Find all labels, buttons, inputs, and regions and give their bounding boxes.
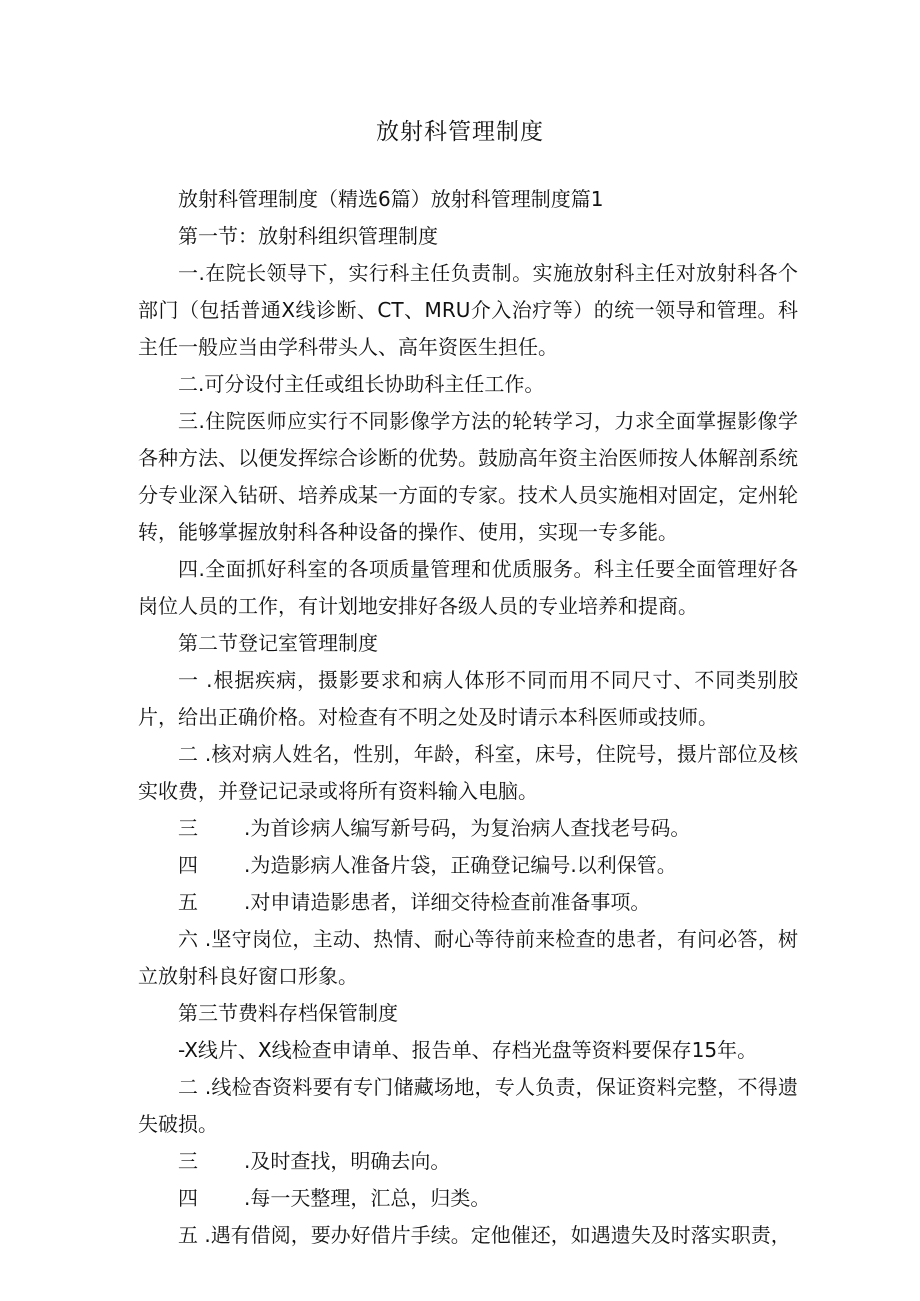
list-item-text: .为造影病人准备片袋，正确登记编号.以利保管。 — [244, 853, 677, 877]
paragraph: 五 .遇有借阅，要办好借片手续。定他催还，如遇遗失及时落实职责， — [178, 1223, 791, 1247]
list-item-number: 五 — [178, 890, 198, 914]
list-item — [138, 884, 798, 921]
document-body — [138, 181, 798, 1254]
paragraph: 一 .根据疾病，摄影要求和病人体形不同而用不同尺寸、不同类别胶片，给出正确价格。对检查有不明之处及时请示本科医师或技师。 — [138, 668, 798, 729]
paragraph: 六 .坚守岗位，主动、热情、耐心等待前来检查的患者，有问必答，树立放射科良好窗口形象。 — [138, 927, 798, 988]
paragraph: 三.住院医师应实行不同影像学方法的轮转学习，力求全面掌握影像学各种方法、以便发挥综合诊断的优势。鼓励高年资主治医师按人体解剖系统分专业深入钻研、培养成某一方面的专家。技术人员实施相对固定，定州轮转，能够掌握放射科各种设备的操作、使用，实现一专多能。 — [138, 409, 798, 544]
list-item — [138, 847, 798, 884]
paragraph: -X线片、X线检查申请单、报告单、存档光盘等资料要保存15年。 — [178, 1038, 758, 1062]
section-heading-3: 第三节费料存档保管制度 — [178, 1001, 398, 1025]
paragraph: 四.全面抓好科室的各项质量管理和优质服务。科主任要全面管理好各岗位人员的工作，有计划地安排好各级人员的专业培养和提商。 — [138, 557, 798, 618]
list-item-text: .每一天整理，汇总，归类。 — [244, 1186, 491, 1210]
list-item-text: .为首诊病人编写新号码，为复治病人查找老号码。 — [244, 816, 691, 840]
paragraph: 一.在院长领导下，实行科主任负责制。实施放射科主任对放射科各个部门（包括普通X线诊断、CT、MRU介入治疗等）的统一领导和管理。科主任一般应当由学科带头人、高年资医生担任。 — [138, 261, 798, 359]
section-heading-2: 第二节登记室管理制度 — [178, 631, 378, 655]
document-title: 放射科管理制度 — [376, 119, 544, 145]
list-item-number: 四 — [178, 853, 198, 877]
list-item — [138, 1180, 798, 1217]
list-item — [138, 810, 798, 847]
list-item-text: .及时查找，明确去向。 — [244, 1149, 451, 1173]
list-item-text: .对申请造影患者，详细交待检查前准备事项。 — [244, 890, 651, 914]
subtitle-line: 放射科管理制度（精选6篇）放射科管理制度篇1 — [178, 187, 604, 211]
paragraph: 二.可分设付主任或组长协助科主任工作。 — [178, 372, 545, 396]
list-item-number: 三 — [178, 1149, 198, 1173]
paragraph: 二 .核对病人姓名，性别，年龄，科室，床号，住院号，摄片部位及核实收费，并登记记录或将所有资料输入电脑。 — [138, 742, 798, 803]
list-item-number: 三 — [178, 816, 198, 840]
list-item — [138, 1143, 798, 1180]
list-item-number: 四 — [178, 1186, 198, 1210]
section-heading-1: 第一节：放射科组织管理制度 — [178, 224, 438, 248]
paragraph: 二 .线检杳资料要有专门储藏场地，专人负责，保证资料完整，不得遗失破损。 — [138, 1075, 798, 1136]
